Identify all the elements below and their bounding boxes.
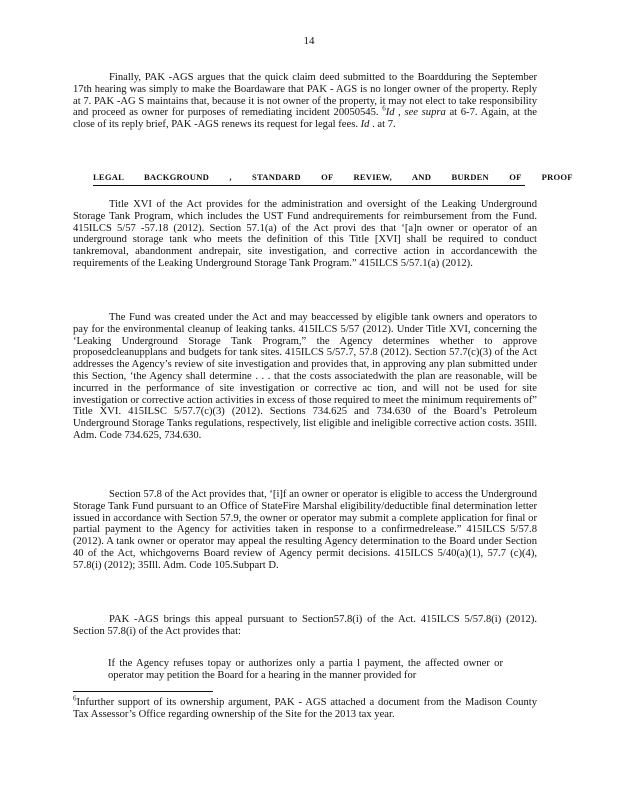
paragraph-appeal: PAK -AGS brings this appeal pursuant to Section57.8(i) of the Act. 415ILCS 5/57.8(i) (2012). Section 57.8(i) of the Act provides that:	[73, 614, 537, 637]
paragraph-title-xvi: Title XVI of the Act provides for the administration and oversight of the Leaking Underground Storage Tank Program, which includes the UST Fund andrequirements for reimbursement from the Fund. 415ILCS 5/57 -57.18 (2012). Section 57.1(a) of the Act provi des that ‘[a]n owner or operator of an underground storage tank who meets the definition of this Title [XVI] shall be required to conduct tankremoval, abandonment andrepair, site investigation, and corrective action in accordancewith the requirements of the Leaking Underground Storage Tank Program.” 415ILCS 5/57.1(a) (2012).	[73, 199, 537, 269]
footnote-mark: 6	[73, 694, 77, 703]
citation-id-2: Id	[360, 119, 370, 131]
paragraph-section-57-8: Section 57.8 of the Act provides that, ‘[i]f an owner or operator is eligible to access the Underground Storage Tank Fund pursuant to an Office of StateFire Marshal eligibility/deductible final determination letter issued in accordance with Section 57.9, the owner or operator may submit a complete application for final or partial payment to the Agency for activities taken in response to a confirmedrelease.” 415ILCS 5/57.8 (2012). A tank owner or operator may appeal the resulting Agency determination to the Board under Section 40 of the Act, whichgoverns Board review of Agency permit decisions. 415ILCS 5/40(a)(1), 57.7 (c)(4), 57.8(i) (2012); 35Ill. Adm. Code 105.Subpart D.	[73, 489, 537, 571]
para1-text-d: . at 7.	[369, 119, 396, 131]
para1-text-c: at 6-7. Again, at the close of its reply brief, PAK -AGS renews its request for legal fees.	[73, 107, 537, 131]
section-heading: LEGAL BACKGROUND , STANDARD OF REVIEW, AND BURDEN OF PROOF	[93, 172, 525, 186]
citation-id: Id	[385, 107, 395, 119]
footnote-divider	[73, 691, 213, 692]
block-quote: If the Agency refuses topay or authorizes only a partia l payment, the affected owner or operator may petition the Board for a hearing in the manner provided for	[108, 658, 503, 681]
citation-see-supra: see supra	[404, 107, 446, 119]
footnote-ref-6: 6	[382, 104, 386, 113]
paragraph-pak-ags-argument	[73, 72, 537, 131]
paragraph-fund-created: The Fund was created under the Act and may beaccessed by eligible tank owners and operators to pay for the environmental cleanup of leaking tanks. 415ILCS 5/57 (2012). Under Title XVI, concerning the ‘Leaking Underground Storage Tank Program,” the Agency determines whether to approve proposedcleanupplans and budgets for tank sites. 415ILCS 5/57.7, 57.8 (2012). Section 57.7(c)(3) of the Act addresses the Agency’s review of site investigation and provides that, in approving any plan submitted under this Section, ‘the Agency shall determine . . . that the costs associatedwith the plan are reasonable, will be incurred in the performance of site investigation or corrective ac tion, and will not be used for site investigation or corrective action activities in excess of those required to meet the minimum requirements of” Title XVI. 415ILSC 5/57.7(c)(3) (2012). Sections 734.625 and 734.630 of the Board’s Petroleum Underground Storage Tanks regulations, respectively, list eligible and ineligible corrective action costs. 35Ill. Adm. Code 734.625, 734.630.	[73, 312, 537, 441]
footnote-6	[73, 694, 537, 721]
footnote-text: Infurther support of its ownership argument, PAK - AGS attached a document from the Madison County Tax Assessor’s Office regarding ownership of the Site for the 2013 tax year.	[73, 697, 537, 720]
page-number: 14	[303, 35, 315, 47]
para1-text-a: Finally, PAK -AGS argues that the quick claim deed submitted to the Boardduring the September 17th hearing was simply to make the Boardaware that PAK - AGS is no longer owner of the property. Reply at 7. PAK -AG S maintains that, because it is not owner of the property, it may not elect to take responsibility and proceed as owner for purposes of remediating incident 20050545.	[73, 72, 537, 119]
para1-text-b: ,	[394, 107, 405, 119]
